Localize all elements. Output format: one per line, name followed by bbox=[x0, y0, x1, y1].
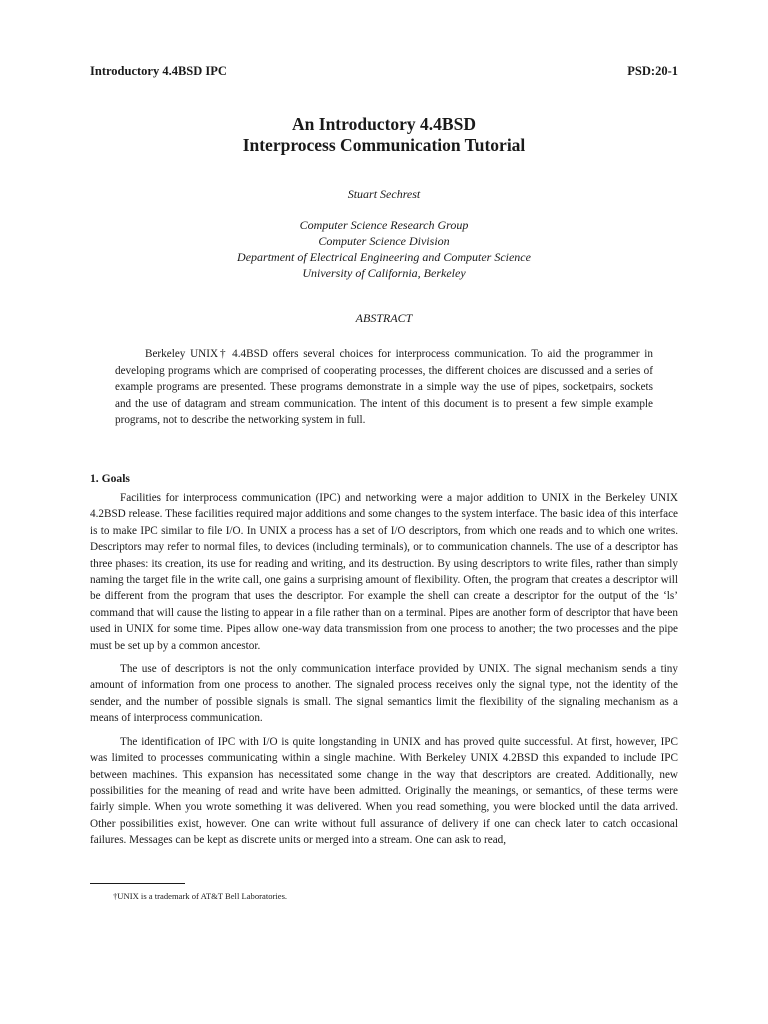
abstract-body bbox=[115, 346, 653, 429]
section-body bbox=[90, 490, 678, 856]
document-title-line-1: An Introductory 4.4BSD bbox=[292, 114, 476, 134]
footnote: †UNIX is a trademark of AT&T Bell Laboratories. bbox=[113, 891, 288, 901]
affiliation-line: Computer Science Division bbox=[318, 234, 450, 248]
abstract-heading: ABSTRACT bbox=[355, 311, 413, 325]
running-header bbox=[90, 64, 678, 82]
affiliation-line: Computer Science Research Group bbox=[299, 218, 469, 232]
affiliation-line: University of California, Berkeley bbox=[302, 266, 466, 280]
header-title: Introductory 4.4BSD IPC bbox=[90, 64, 227, 78]
affiliation-block bbox=[90, 217, 678, 281]
body-paragraph: The use of descriptors is not the only communication interface provided by UNIX. The signal mechanism sends a tiny amount of information from one process to another. The signaled process receives only the signal type, not the identity of the sender, and the number of possible signals is small. The signal semantics limit the flexibility of the signaling mechanism as a means of interprocess communication. bbox=[90, 663, 678, 725]
page-number: PSD:20-1 bbox=[627, 64, 678, 78]
footnote-rule bbox=[90, 883, 185, 884]
body-paragraph: Facilities for interprocess communication (IPC) and networking were a major addition to UNIX in the Berkeley UNIX 4.2BSD release. These facilities required major additions and some changes to the system interface. The basic idea of this interface is to make IPC similar to file I/O. In UNIX a process has a set of I/O descriptors, from which one reads and to which one writes. Descriptors may refer to normal files, to devices (including terminals), or to communication channels. The use of a descriptor has three phases: its creation, its use for reading and writing, and its destruction. By using descriptors to write files, rather than simply naming the target file in the write call, one gains a surprising amount of flexibility. Often, the program that creates a descriptor will be different from the program that uses the descriptor. For example the shell can create a descriptor for the output of the ‘ls’ command that will cause the listing to appear in a file rather than on a terminal. Pipes are another form of descriptor that have been used in UNIX for some time. Pipes allow one-way data transmission from one process to another; the two processes and the pipe must be set up by a common ancestor. bbox=[90, 492, 678, 652]
author-name: Stuart Sechrest bbox=[347, 187, 421, 201]
abstract-paragraph: Berkeley UNIX† 4.4BSD offers several choices for interprocess communication. To aid the programmer in developing programs which are comprised of cooperating processes, the different choices are discussed and a series of example programs are presented. These programs demonstrate in a simple way the use of pipes, socketpairs, sockets and the use of datagram and stream communication. The intent of this document is to present a few simple example programs, not to describe the networking system in full. bbox=[115, 348, 653, 427]
section-heading: 1. Goals bbox=[90, 472, 130, 485]
body-paragraph: The identification of IPC with I/O is quite longstanding in UNIX and has proved quite successful. At first, however, IPC was limited to processes communicating within a single machine. With Berkeley UNIX 4.2BSD this expanded to include IPC between machines. This expansion has necessitated some change in the way that descriptors are created. Additionally, new possibilities for the meaning of read and write have been admitted. Originally the meanings, or semantics, of these terms were fairly simple. When you wrote something it was delivered. When you read something, you were blocked until the data arrived. Other possibilities exist, however. One can write without full assurance of delivery if one can check later to catch occasional failures. Messages can be kept as discrete units or merged into a stream. One can ask to read, bbox=[90, 735, 678, 847]
affiliation-line: Department of Electrical Engineering and Computer Science bbox=[237, 250, 531, 264]
document-title-line-2: Interprocess Communication Tutorial bbox=[242, 135, 526, 155]
